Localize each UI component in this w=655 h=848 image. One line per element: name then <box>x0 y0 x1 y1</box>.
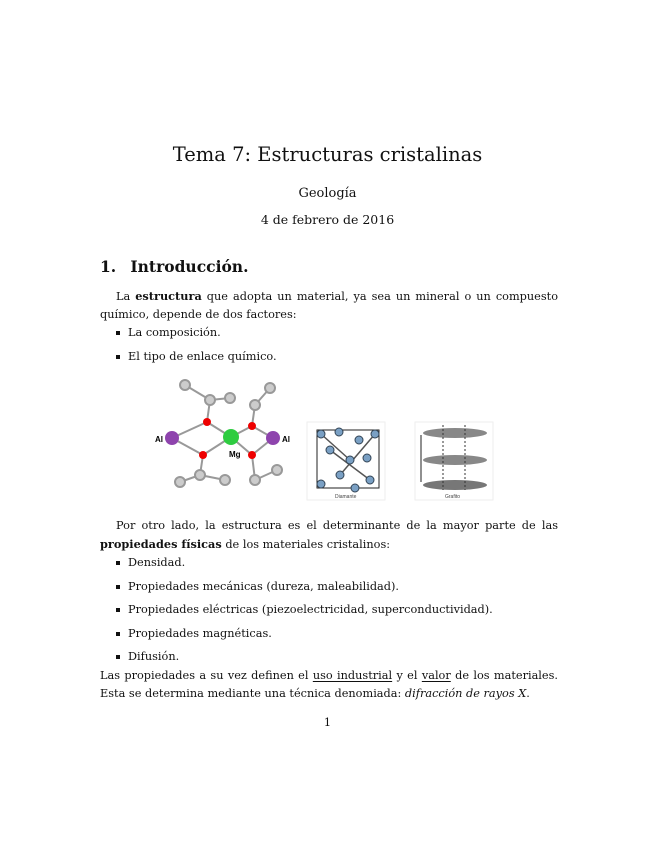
list-item-text: Difusión. <box>128 650 180 663</box>
figure-caption: Grafito <box>445 494 461 500</box>
diamond-structure-image <box>307 422 385 500</box>
section-title: Introducción. <box>130 257 249 276</box>
text: que adopta un material, ya sea un mineral o un compuesto químico, depende de dos factores: <box>100 290 558 321</box>
properties-list <box>113 556 493 674</box>
text: Por otro lado, la estructura es el determinante de la mayor parte de las <box>116 519 558 532</box>
list-item-text: Densidad. <box>128 556 186 569</box>
text: . <box>526 687 530 700</box>
molecule-image <box>165 380 282 487</box>
list-item-text: Propiedades mecánicas (dureza, maleabilidad). <box>128 579 400 593</box>
atom-label: Al <box>155 435 163 444</box>
list-item-text: El tipo de enlace químico. <box>128 349 277 363</box>
figure-caption: Diamante <box>335 494 357 500</box>
list-item-text: Propiedades eléctricas (piezoelectricidad, superconductividad). <box>128 603 493 616</box>
list-item-text: Propiedades magnéticas. <box>128 626 272 640</box>
list-item <box>113 603 493 627</box>
document-title: Tema 7: Estructuras cristalinas <box>172 143 483 166</box>
paragraph-uses <box>100 667 558 703</box>
bold-term: estructura <box>135 289 202 303</box>
graphite-structure-image <box>415 422 493 500</box>
underlined-term: uso industrial <box>312 669 393 682</box>
paragraph-intro <box>100 287 558 324</box>
paragraph-properties <box>100 517 558 554</box>
text: de los materiales. Esta se determina mediante una técnica denomiada: <box>100 669 558 700</box>
bullet-icon <box>116 561 120 565</box>
bullet-icon <box>116 585 120 589</box>
page-number: 1 <box>323 716 332 729</box>
list-item <box>113 627 493 651</box>
bullet-icon <box>116 608 120 612</box>
text: y el <box>392 669 422 682</box>
list-item <box>113 580 493 604</box>
document-author: Geología <box>298 186 357 201</box>
crystal-structures-figure <box>155 370 495 502</box>
atom-label: Mg <box>229 450 241 459</box>
list-item <box>113 556 493 580</box>
bullet-icon <box>116 331 120 335</box>
underlined-term: valor <box>421 669 451 682</box>
section-heading <box>100 257 248 276</box>
list-item-text: La composición. <box>128 326 221 339</box>
list-item <box>113 326 277 350</box>
factor-list <box>113 326 277 373</box>
bullet-icon <box>116 632 120 636</box>
bullet-icon <box>116 355 120 359</box>
italic-term: difracción de rayos X <box>404 687 527 700</box>
text: de los materiales cristalinos: <box>221 538 391 551</box>
document-date: 4 de febrero de 2016 <box>260 212 395 227</box>
section-number: 1. <box>100 257 117 276</box>
text: Las propiedades a su vez definen el <box>100 669 313 682</box>
text: La <box>116 290 136 303</box>
bullet-icon <box>116 655 120 659</box>
atom-label: Al <box>282 435 290 444</box>
bold-term: propiedades físicas <box>100 537 222 551</box>
